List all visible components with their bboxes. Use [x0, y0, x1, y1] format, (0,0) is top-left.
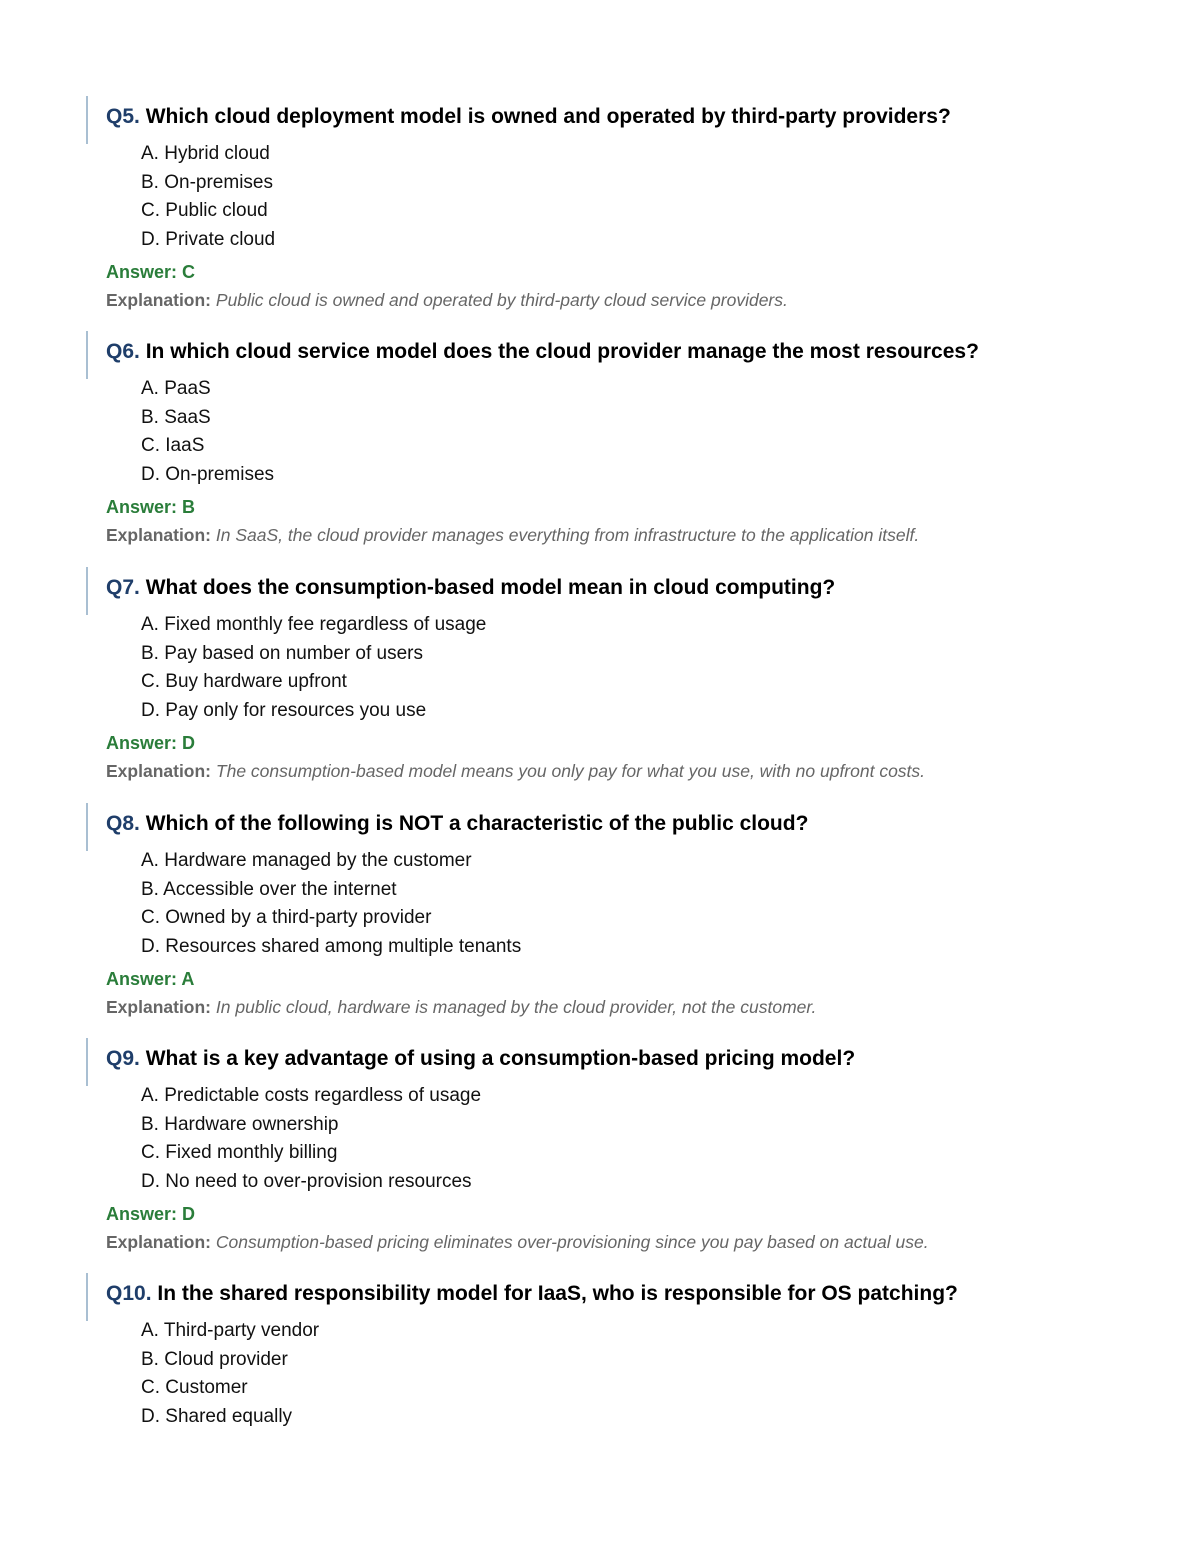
option-list	[141, 1082, 481, 1196]
explanation	[106, 523, 919, 547]
option-b: B. Hardware ownership	[141, 1113, 339, 1135]
option-list	[141, 375, 274, 489]
answer: Answer: B	[106, 497, 196, 517]
question-text: Which cloud deployment model is owned and operated by third-party providers?	[145, 105, 951, 128]
option-c: C. Owned by a third-party provider	[141, 907, 432, 928]
option-c: C. Fixed monthly billing	[141, 1142, 338, 1163]
explanation-text: Public cloud is owned and operated by third-party cloud service providers.	[215, 290, 788, 310]
option-d: D. Resources shared among multiple tenants	[141, 935, 522, 957]
answer: Answer: C	[106, 262, 196, 282]
explanation	[106, 759, 925, 783]
option-c: C. IaaS	[141, 435, 205, 456]
explanation-text: In public cloud, hardware is managed by the cloud provider, not the customer.	[215, 997, 817, 1017]
explanation-text: The consumption-based model means you only pay for what you use, with no upfront costs.	[215, 761, 926, 781]
question-title	[106, 811, 808, 837]
option-list	[141, 140, 275, 254]
question-accent-bar	[86, 803, 88, 851]
question-number: Q10.	[106, 1282, 152, 1305]
answer: Answer: D	[106, 1204, 196, 1224]
question-text: What does the consumption-based model mean in cloud computing?	[145, 576, 836, 599]
question-number: Q5.	[106, 105, 140, 128]
question-number: Q8.	[106, 812, 140, 835]
option-c: C. Buy hardware upfront	[141, 671, 347, 692]
question-text: In the shared responsibility model for IaaS, who is responsible for OS patching?	[157, 1282, 958, 1305]
question-title	[106, 339, 979, 365]
option-c: C. Public cloud	[141, 200, 268, 221]
question-text: Which of the following is NOT a characteristic of the public cloud?	[145, 812, 809, 835]
option-d: D. On-premises	[141, 463, 275, 485]
question-number: Q6.	[106, 340, 140, 363]
question-title	[106, 1046, 855, 1072]
question-accent-bar	[86, 1273, 88, 1321]
option-d: D. Private cloud	[141, 228, 276, 250]
option-b: B. Accessible over the internet	[141, 878, 397, 900]
question-title	[106, 1281, 958, 1307]
explanation-label: Explanation:	[106, 290, 212, 310]
question-number: Q9.	[106, 1047, 140, 1070]
explanation	[106, 995, 816, 1019]
option-list	[141, 1317, 319, 1431]
option-b: B. Pay based on number of users	[141, 642, 423, 664]
explanation-label: Explanation:	[106, 997, 212, 1017]
option-b: B. SaaS	[141, 406, 211, 428]
option-b: B. On-premises	[141, 171, 273, 193]
question-title	[106, 104, 951, 130]
answer: Answer: A	[106, 969, 195, 989]
question-text: In which cloud service model does the cloud provider manage the most resources?	[145, 340, 979, 363]
question-number: Q7.	[106, 576, 140, 599]
option-b: B. Cloud provider	[141, 1348, 288, 1370]
explanation-label: Explanation:	[106, 1232, 212, 1252]
question-accent-bar	[86, 567, 88, 615]
option-d: D. Shared equally	[141, 1405, 293, 1427]
option-a: A. Hardware managed by the customer	[141, 850, 472, 871]
option-list	[141, 611, 486, 725]
option-a: A. Predictable costs regardless of usage	[141, 1085, 482, 1106]
question-accent-bar	[86, 96, 88, 144]
question-accent-bar	[86, 331, 88, 379]
question-text: What is a key advantage of using a consumption-based pricing model?	[145, 1047, 856, 1070]
option-list	[141, 847, 521, 961]
explanation-label: Explanation:	[106, 761, 212, 781]
option-a: A. Hybrid cloud	[141, 143, 270, 164]
answer: Answer: D	[106, 733, 196, 753]
option-a: A. Third-party vendor	[141, 1320, 320, 1341]
option-c: C. Customer	[141, 1377, 248, 1398]
option-a: A. Fixed monthly fee regardless of usage	[141, 614, 487, 635]
question-title	[106, 575, 835, 601]
explanation	[106, 1230, 929, 1254]
explanation-label: Explanation:	[106, 525, 212, 545]
option-d: D. No need to over-provision resources	[141, 1170, 472, 1192]
question-accent-bar	[86, 1038, 88, 1086]
explanation-text: Consumption-based pricing eliminates over-provisioning since you pay based on actual use.	[215, 1232, 929, 1252]
option-d: D. Pay only for resources you use	[141, 699, 427, 721]
option-a: A. PaaS	[141, 378, 211, 399]
explanation-text: In SaaS, the cloud provider manages everything from infrastructure to the application itself.	[215, 525, 920, 545]
explanation	[106, 288, 788, 312]
